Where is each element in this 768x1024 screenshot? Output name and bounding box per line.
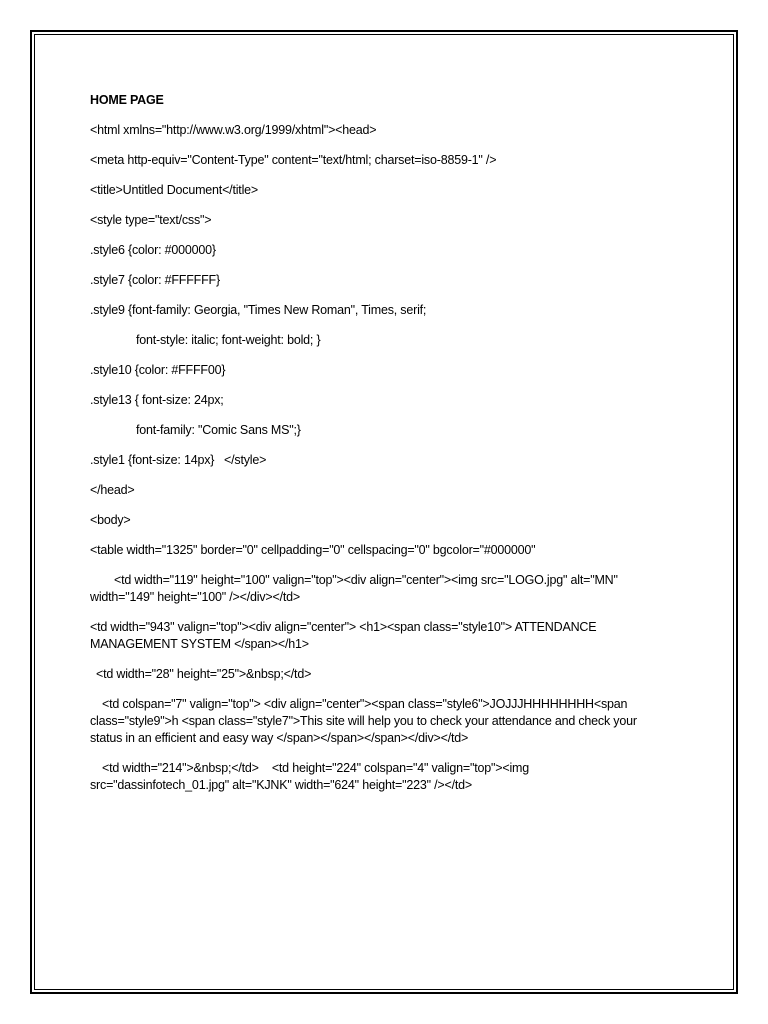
code-line: <td colspan="7" valign="top"> <div align="center"><span class="style6">JOJJJHHHHHHHH<span class="style9">h <span class="style7">This site will help you to check your attendance and check your status in an efficient and easy way </span></span></span></div></td> (90, 697, 641, 745)
code-line: <table width="1325" border="0" cellpadding="0" cellspacing="0" bgcolor="#000000" (90, 543, 536, 557)
code-line: .style6 {color: #000000} (90, 243, 216, 257)
code-line: .style13 { font-size: 24px; (90, 393, 224, 407)
code-line: .style1 {font-size: 14px} </style> (90, 453, 267, 467)
code-line: <title>Untitled Document</title> (90, 183, 259, 197)
document-body (90, 92, 670, 794)
code-line: <td width="943" valign="top"><div align="center"> <h1><span class="style10"> ATTENDANCE MANAGEMENT SYSTEM </span></h1> (90, 620, 600, 651)
code-line: <td width="214">&nbsp;</td> <td height="224" colspan="4" valign="top"><img src="dassinfotech_01.jpg" alt="KJNK" width="624" height="223" /></td> (90, 761, 533, 792)
code-line: <td width="119" height="100" valign="top"><div align="center"><img src="LOGO.jpg" alt="MN" width="149" height="100" /></div></td> (90, 573, 621, 604)
code-line: font-style: italic; font-weight: bold; } (136, 333, 321, 347)
code-line: <meta http-equiv="Content-Type" content="text/html; charset=iso-8859-1" /> (90, 153, 497, 167)
code-line: </head> (90, 483, 135, 497)
code-line: <td width="28" height="25">&nbsp;</td> (96, 667, 312, 681)
document-heading: HOME PAGE (90, 93, 164, 107)
code-line: <html xmlns="http://www.w3.org/1999/xhtml"><head> (90, 123, 377, 137)
code-line: .style9 {font-family: Georgia, "Times New Roman", Times, serif; (90, 303, 427, 317)
code-line: <body> (90, 513, 131, 527)
code-line: <style type="text/css"> (90, 213, 212, 227)
code-line: font-family: "Comic Sans MS";} (136, 423, 301, 437)
code-line: .style10 {color: #FFFF00} (90, 363, 226, 377)
code-line: .style7 {color: #FFFFFF} (90, 273, 220, 287)
